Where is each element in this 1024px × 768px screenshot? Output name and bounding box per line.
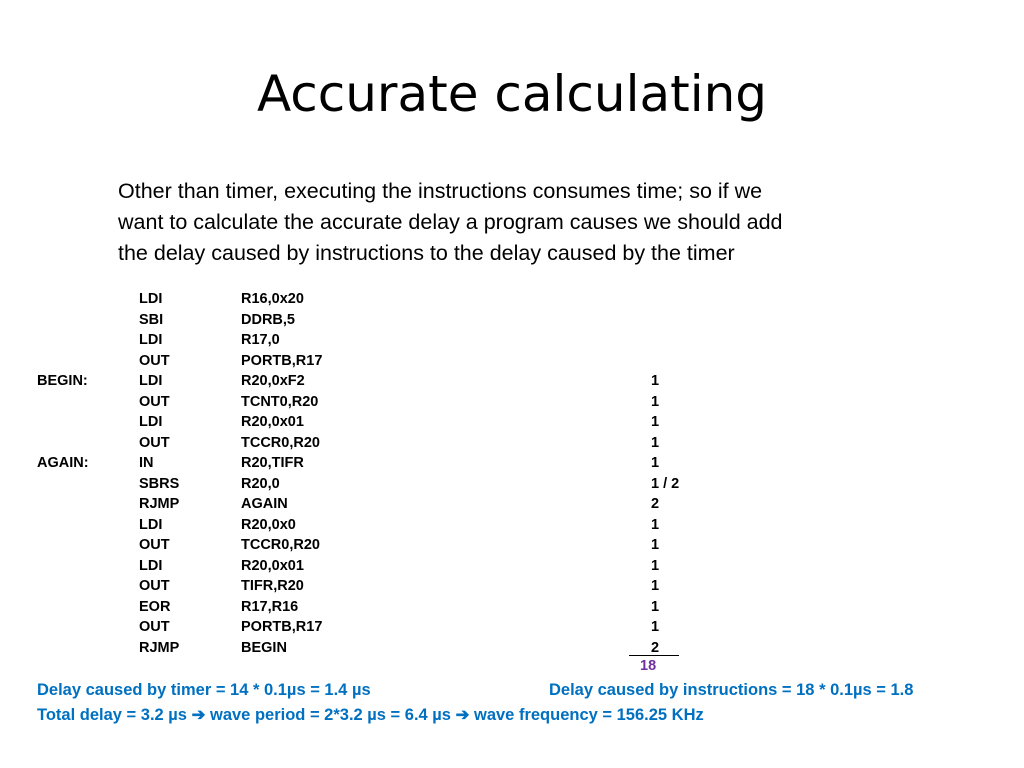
code-operands: R16,0x20	[241, 291, 304, 307]
code-opcode: LDI	[139, 516, 163, 533]
code-cycles: 1	[651, 598, 660, 615]
total-delay-text: Total delay = 3.2 µs	[37, 706, 187, 724]
total-delay-line	[37, 705, 704, 725]
code-operands: PORTB,R17	[241, 619, 323, 635]
code-row	[0, 597, 1024, 618]
code-opcode: LDI	[139, 373, 163, 389]
code-row	[0, 351, 1024, 372]
code-row	[0, 556, 1024, 577]
code-opcode: OUT	[139, 537, 170, 553]
code-cycles: 1	[651, 557, 660, 574]
code-row	[0, 310, 1024, 331]
code-operands: R17,R16	[241, 598, 299, 615]
code-operands: TIFR,R20	[241, 578, 304, 594]
code-operands: AGAIN	[241, 496, 288, 512]
code-cycles: 1	[651, 373, 660, 389]
code-cycles: 1	[651, 619, 660, 635]
code-opcode: LDI	[139, 557, 163, 574]
code-operands: R20,0x0	[241, 516, 296, 533]
code-cycles: 1 / 2	[651, 475, 680, 492]
code-opcode: LDI	[139, 414, 163, 430]
code-cycles: 2	[651, 639, 660, 656]
code-opcode: RJMP	[139, 639, 180, 656]
code-cycles: 1	[651, 537, 660, 553]
code-row	[0, 474, 1024, 495]
code-opcode: EOR	[139, 598, 171, 615]
intro-line: want to calculate the accurate delay a program causes we should add	[118, 210, 783, 234]
intro-line: the delay caused by instructions to the delay caused by the timer	[118, 241, 735, 265]
code-opcode: SBI	[139, 311, 164, 328]
code-cycles: 1	[651, 414, 660, 430]
code-opcode: LDI	[139, 291, 163, 307]
assembly-code-listing	[0, 289, 1024, 658]
code-cycles: 1	[651, 516, 660, 533]
code-row	[0, 617, 1024, 638]
code-operands: R20,0x01	[241, 557, 304, 574]
code-row	[0, 289, 1024, 310]
code-operands: TCCR0,R20	[241, 434, 320, 451]
code-row	[0, 392, 1024, 413]
arrow-right-icon: ➔	[455, 706, 470, 724]
slide-title: Accurate calculating	[256, 65, 768, 123]
code-cycles: 1	[651, 578, 660, 594]
code-opcode: LDI	[139, 332, 163, 348]
code-operands: R20,0xF2	[241, 373, 305, 389]
timer-delay-text: Delay caused by timer = 14 * 0.1µs = 1.4 µs	[37, 681, 371, 699]
code-operands: PORTB,R17	[241, 352, 323, 369]
code-operands: R20,TIFR	[241, 455, 304, 471]
cycle-total: 18	[640, 658, 657, 674]
code-operands: TCCR0,R20	[241, 537, 320, 553]
code-label: BEGIN:	[37, 373, 88, 389]
code-opcode: RJMP	[139, 496, 180, 512]
instruction-delay-text: Delay caused by instructions = 18 * 0.1µs = 1.8	[549, 681, 914, 699]
wave-frequency-text: wave frequency = 156.25 KHz	[474, 706, 704, 724]
code-row	[0, 535, 1024, 556]
code-opcode: IN	[139, 455, 154, 471]
code-cycles: 2	[651, 496, 660, 512]
code-row	[0, 576, 1024, 597]
wave-period-text: wave period = 2*3.2 µs = 6.4 µs	[210, 706, 451, 724]
code-row	[0, 515, 1024, 536]
code-opcode: SBRS	[139, 475, 180, 492]
code-opcode: OUT	[139, 619, 170, 635]
code-opcode: OUT	[139, 393, 170, 410]
code-row	[0, 371, 1024, 392]
code-row	[0, 453, 1024, 474]
code-row	[0, 433, 1024, 454]
sum-underline	[629, 655, 679, 656]
code-operands: DDRB,5	[241, 311, 295, 328]
code-label: AGAIN:	[37, 455, 89, 471]
code-operands: TCNT0,R20	[241, 393, 319, 410]
code-operands: R17,0	[241, 332, 280, 348]
code-cycles: 1	[651, 393, 660, 410]
code-opcode: OUT	[139, 578, 170, 594]
code-row	[0, 412, 1024, 433]
code-operands: BEGIN	[241, 639, 287, 656]
code-cycles: 1	[651, 455, 660, 471]
code-row	[0, 494, 1024, 515]
code-opcode: OUT	[139, 352, 170, 369]
code-opcode: OUT	[139, 434, 170, 451]
code-row	[0, 330, 1024, 351]
intro-line: Other than timer, executing the instructions consumes time; so if we	[118, 179, 763, 203]
code-operands: R20,0x01	[241, 414, 304, 430]
arrow-right-icon: ➔	[191, 706, 206, 724]
code-cycles: 1	[651, 434, 660, 451]
code-operands: R20,0	[241, 475, 280, 492]
intro-paragraph	[118, 176, 918, 269]
code-row	[0, 638, 1024, 659]
